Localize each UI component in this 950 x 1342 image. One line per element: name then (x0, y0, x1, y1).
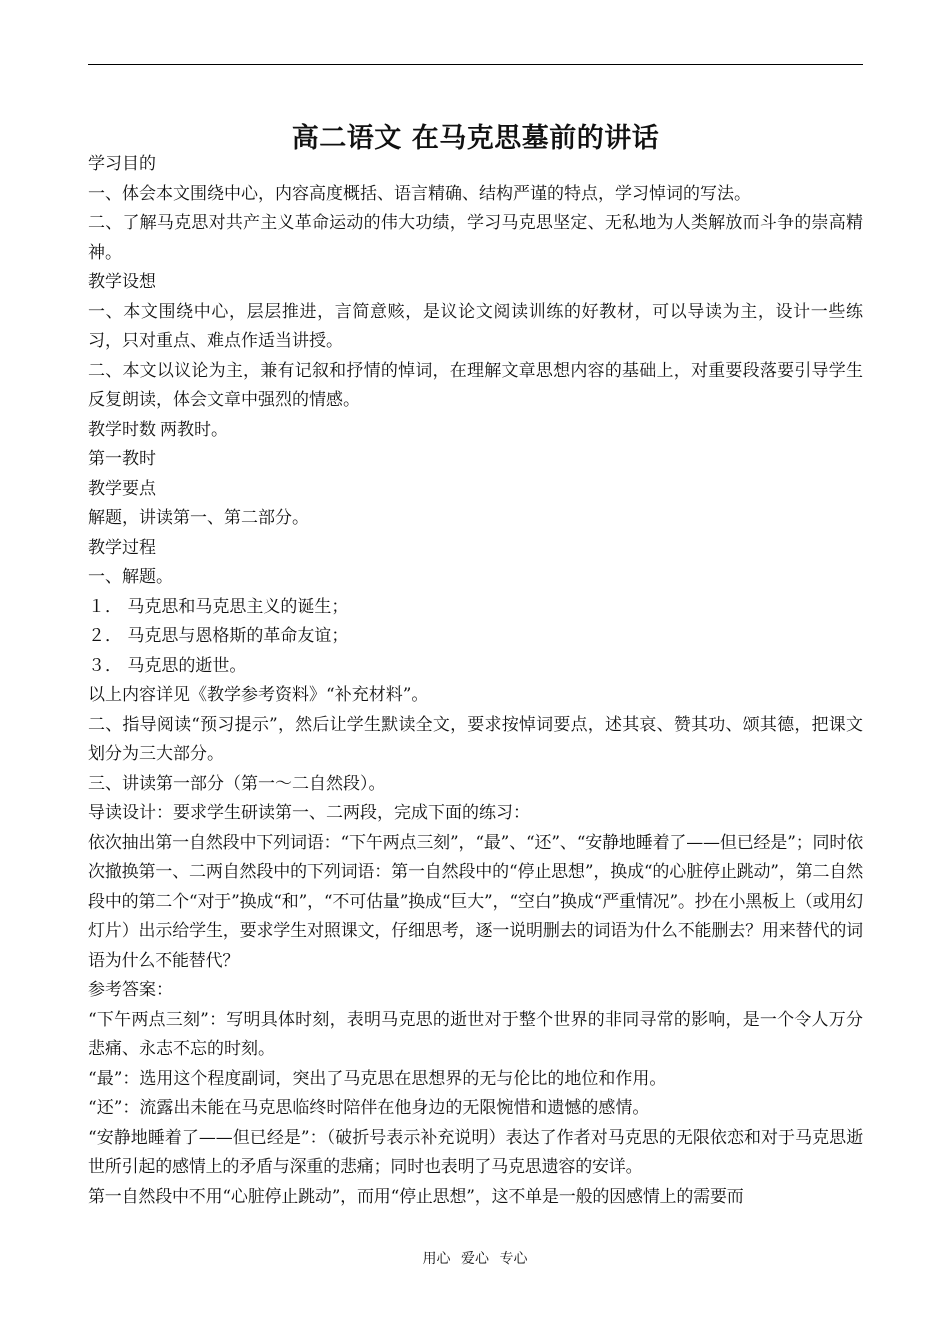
heading-reference-answers: 参考答案： (88, 980, 173, 1000)
paragraph: 二、指导阅读“预习提示”，然后让学生默读全文，要求按悼词要点，述其哀、赞其功、颂其德，把课文划分为三大部分。 (88, 714, 863, 764)
paragraph: 一、体会本文围绕中心，内容高度概括、语言精确、结构严谨的特点，学习悼词的写法。 (88, 183, 751, 204)
paragraph: 第一自然段中不用“心脏停止跳动”，而用“停止思想”，这不单是一般的因感情上的需要而 (88, 1186, 744, 1207)
paragraph: “安静地睡着了——但已经是”：（破折号表示补充说明）表达了作者对马克思的无限依恋和对于马克思逝世所引起的感情上的矛盾与深重的悲痛；同时也表明了马克思遗容的安详。 (88, 1127, 863, 1177)
teaching-hours-value: 两教时。 (160, 419, 228, 440)
list-item: ３． 马克思的逝世。 (88, 655, 247, 676)
heading-key-points: 教学要点 (88, 478, 156, 499)
paragraph: 以上内容详见《教学参考资料》“补充材料”。 (88, 685, 429, 705)
paragraph: “最”：选用这个程度副词，突出了马克思在思想界的无与伦比的地位和作用。 (88, 1068, 667, 1089)
paragraph: “下午两点三刻”：写明具体时刻，表明马克思的逝世对于整个世界的非同寻常的影响，是一个令人万分悲痛、永志不忘的时刻。 (88, 1009, 863, 1059)
list-item: ２． 马克思与恩格斯的革命友谊； (88, 626, 349, 646)
page-footer: 用心 爱心 专心 (422, 1251, 528, 1267)
list-item: １． 马克思和马克思主义的诞生； (88, 596, 349, 617)
heading-first-lesson: 第一教时 (88, 449, 156, 469)
header-rule (88, 64, 863, 65)
paragraph: 二、本文以议论为主，兼有记叙和抒情的悼词，在理解文章思想内容的基础上，对重要段落要引导学生反复朗读，体会文章中强烈的情感。 (88, 360, 863, 410)
paragraph: 一、解题。 (88, 567, 173, 587)
paragraph: 解题，讲读第一、第二部分。 (88, 508, 309, 528)
paragraph: 导读设计：要求学生研读第一、二两段，完成下面的练习： (88, 803, 530, 823)
teaching-hours-label: 教学时数 (88, 419, 156, 440)
teaching-hours-line (88, 416, 863, 446)
document-body (88, 150, 863, 1212)
paragraph: “还”：流露出未能在马克思临终时陪伴在他身边的无限惋惜和遗憾的感情。 (88, 1098, 650, 1118)
heading-learning-goals: 学习目的 (88, 154, 156, 174)
page-title: 高二语文 在马克思墓前的讲话 (291, 123, 660, 154)
heading-teaching-process: 教学过程 (88, 537, 156, 558)
paragraph: 依次抽出第一自然段中下列词语：“下午两点三刻”，“最”、“还”、“安静地睡着了——但已经是”；同时依次撤换第一、二两自然段中的下列词语：第一自然段中的“停止思想”，换成“的心脏停止跳动”，第二自然段中的第二个“对于”换成“和”，“不可估量”换成“巨大”，“空白”换成“严重情况”。抄在小黑板上（或用幻灯片）出示给学生，要求学生对照课文，仔细思考，逐一说明删去的词语为什么不能删去？用来替代的词语为什么不能替代？ (88, 832, 863, 971)
heading-teaching-plan: 教学设想 (88, 272, 156, 292)
paragraph: 一、本文围绕中心，层层推进，言简意赅，是议论文阅读训练的好教材，可以导读为主，设计一些练习，只对重点、难点作适当讲授。 (88, 301, 863, 351)
paragraph: 三、讲读第一部分（第一～二自然段）。 (88, 773, 386, 794)
paragraph: 二、了解马克思对共产主义革命运动的伟大功绩，学习马克思坚定、无私地为人类解放而斗争的崇高精神。 (88, 213, 863, 263)
